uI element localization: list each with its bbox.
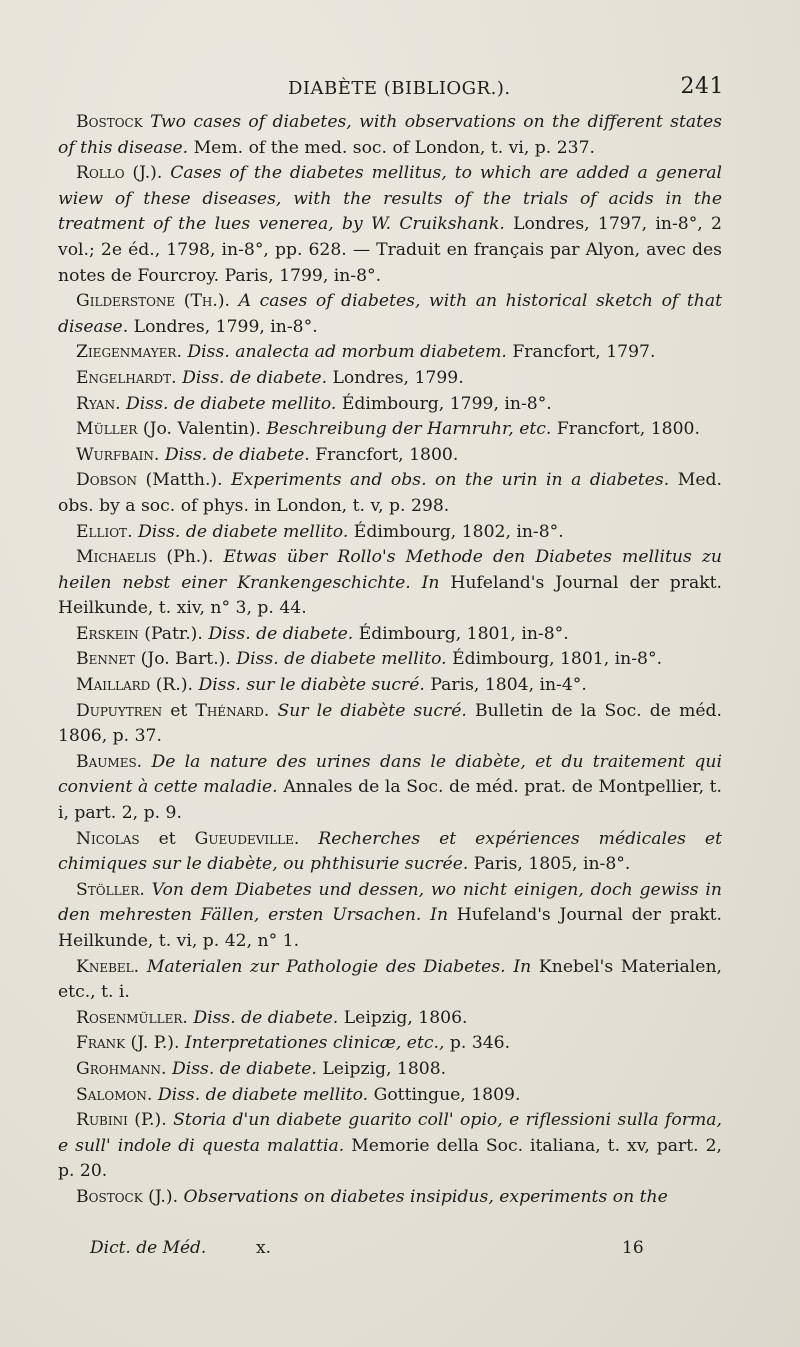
bibliography-entry	[58, 1108, 722, 1185]
sheet-number: 16	[622, 1238, 644, 1258]
entry-author: Ryan.	[76, 393, 121, 414]
entry-title: Diss. de diabete mellito.	[157, 1084, 369, 1105]
entry-author-qualifier: (Jo. Bart.).	[135, 649, 237, 670]
entry-title: Beschreibung der Harnruhr, etc.	[266, 419, 552, 440]
entry-author: Michaelis	[76, 547, 157, 568]
entry-title: Etwas über Rollo's Methode den Diabetes mellitus zu heilen nebst einer Krankengeschichte. In	[58, 547, 722, 593]
bibliography-entry	[58, 1006, 722, 1032]
bibliography-entry	[58, 392, 722, 418]
page-footer	[90, 1238, 660, 1264]
entry-title: Diss. de diabete mellito.	[138, 521, 349, 542]
entry-author: Nicolas	[76, 828, 140, 849]
entry-title: Diss. de diabete mellito.	[126, 393, 337, 414]
entry-title: Interpretationes clinicæ, etc.,	[184, 1033, 445, 1054]
bibliography-entry	[58, 468, 722, 519]
entry-title: De la nature des urines dans le diabète, et du traitement qui convient à cette maladie.	[58, 751, 722, 798]
entry-author-qualifier: (R.).	[150, 675, 199, 696]
running-head	[58, 72, 722, 108]
entry-publication: Leipzig, 1808.	[316, 1058, 447, 1079]
entry-author-qualifier: (Patr.).	[138, 623, 209, 644]
entry-title: Diss. de diabete.	[171, 1058, 317, 1079]
book-page	[58, 72, 722, 1211]
entry-title: Diss. de diabete.	[208, 623, 354, 644]
entry-title: Sur le diabète sucré.	[277, 700, 467, 721]
bibliography-entry	[58, 1083, 722, 1109]
entry-publication: Knebel's Materialen, etc., t. i.	[58, 956, 723, 1003]
page-number: 241	[680, 74, 724, 99]
entry-author: Frank	[76, 1033, 126, 1054]
entry-publication: Memorie della Soc. italiana, t. xv, part. 2, p. 20.	[58, 1135, 722, 1182]
bibliography-entry	[58, 878, 722, 955]
bibliography-list	[58, 110, 722, 1211]
bibliography-entry	[58, 622, 722, 648]
bibliography-entry	[58, 161, 722, 289]
entry-author: Elliot.	[76, 521, 133, 542]
entry-title: Storia d'un diabete guarito coll' opio, e riflessioni sulla forma, e sull' indole di questa malattia.	[58, 1110, 722, 1156]
entry-publication: Bulletin de la Soc. de méd. 1806, p. 37.	[58, 700, 723, 747]
bibliography-entry	[58, 827, 722, 878]
bibliography-entry	[58, 340, 722, 366]
entry-author-qualifier: (Ph.).	[156, 547, 224, 568]
entry-publication: Édimbourg, 1802, in-8°.	[348, 521, 564, 542]
entry-publication: Francfort, 1800.	[309, 444, 459, 465]
entry-author: Bostock	[76, 1186, 143, 1207]
entry-author-qualifier: (Matth.).	[137, 470, 232, 491]
entry-coauthor: Thénard.	[195, 700, 270, 721]
bibliography-entry	[58, 520, 722, 546]
entry-author-qualifier: (J.).	[142, 1186, 184, 1207]
entry-publication: p. 346.	[444, 1033, 511, 1054]
entry-publication: Londres, 1799, in-8°.	[128, 316, 318, 337]
bibliography-entry	[58, 750, 722, 827]
entry-author: Erskein	[76, 623, 139, 644]
entry-publication: Paris, 1805, in-8°.	[468, 854, 631, 875]
entry-author: Dupuytren	[76, 700, 163, 721]
entry-author: Müller	[76, 419, 138, 440]
bibliography-entry	[58, 673, 722, 699]
bibliography-entry	[58, 1031, 722, 1057]
entry-author: Grohmann.	[76, 1058, 167, 1079]
entry-publication: Londres, 1799.	[327, 367, 464, 388]
entry-conjunction: et	[139, 828, 195, 849]
bibliography-entry	[58, 443, 722, 469]
entry-publication: Édimbourg, 1801, in-8°.	[446, 649, 663, 670]
entry-author: Rollo (J.).	[76, 163, 163, 184]
bibliography-entry	[58, 955, 722, 1006]
bibliography-entry	[58, 289, 722, 340]
entry-author: Rubini	[76, 1110, 128, 1131]
entry-author: Gilderstone (Th.).	[76, 291, 231, 312]
entry-author: Rosenmüller.	[76, 1007, 188, 1028]
entry-publication: Gottingue, 1809.	[368, 1084, 521, 1105]
entry-title: Recherches et expériences médicales et chimiques sur le diabète, ou phthisurie sucrée.	[58, 828, 722, 875]
bibliography-entry	[58, 545, 722, 622]
entry-author-qualifier: (Jo. Valentin).	[137, 419, 267, 440]
entry-author: Dobson	[76, 470, 137, 491]
entry-title: Two cases of diabetes, with observations on the different states of this disease.	[58, 112, 722, 158]
bibliography-entry	[58, 417, 722, 443]
entry-title: Materialen zur Pathologie des Diabetes. In	[146, 956, 532, 977]
entry-publication: Hufeland's Journal der prakt. Heilkunde, t. vi, p. 42, n° 1.	[58, 905, 722, 951]
entry-publication: Paris, 1804, in-4°.	[424, 675, 587, 696]
bibliography-entry	[58, 366, 722, 392]
entry-author: Baumes.	[76, 751, 143, 772]
entry-publication: Med. obs. by a soc. of phys. in London, t. v, p. 298.	[58, 470, 722, 516]
entry-title: Von dem Diabetes und dessen, wo nicht einigen, doch gewiss in den mehresten Fällen, ersten Ursachen. In	[58, 879, 722, 926]
entry-title: Diss. de diabete.	[193, 1007, 339, 1028]
entry-author: Wurfbain.	[76, 444, 160, 465]
running-title: DIABÈTE (BIBLIOGR.).	[288, 78, 511, 99]
entry-conjunction: et	[162, 700, 196, 721]
entry-author: Bostock	[76, 112, 143, 132]
entry-author-qualifier: (P.).	[127, 1110, 174, 1131]
entry-author-qualifier: (J. P.).	[125, 1033, 185, 1054]
entry-publication: Francfort, 1800.	[551, 419, 700, 440]
entry-author: Engelhardt.	[76, 367, 177, 388]
bibliography-entry	[58, 1057, 722, 1083]
entry-author: Stöller.	[76, 879, 145, 900]
entry-author: Knebel.	[76, 956, 140, 977]
entry-author: Maillard	[76, 675, 151, 696]
entry-author: Ziegenmayer.	[76, 342, 182, 363]
entry-title: Diss. de diabete.	[182, 367, 328, 388]
entry-title: Cases of the diabetes mellitus, to which are added a general wiew of these diseases, with the results of the trials of acids in the treatment of the lues venerea, by W. Cruikshank.	[58, 163, 722, 235]
entry-publication: Francfort, 1797.	[506, 342, 656, 363]
entry-author: Bennet	[76, 649, 136, 670]
entry-publication: Édimbourg, 1799, in-8°.	[336, 393, 552, 414]
entry-publication: Édimbourg, 1801, in-8°.	[353, 623, 569, 644]
bibliography-entry	[58, 647, 722, 673]
entry-publication: Mem. of the med. soc. of London, t. vi, p. 237.	[188, 137, 596, 158]
entry-title: A cases of diabetes, with an historical sketch of that disease.	[58, 291, 722, 337]
bibliography-entry	[58, 110, 722, 161]
entry-coauthor: Gueudeville.	[194, 828, 300, 849]
entry-title: Experiments and obs. on the urin in a diabetes.	[231, 470, 670, 491]
entry-title: Diss. analecta ad morbum diabetem.	[187, 342, 507, 363]
bibliography-entry	[58, 699, 722, 750]
entry-author: Salomon.	[76, 1084, 153, 1105]
entry-publication: Annales de la Soc. de méd. prat. de Montpellier, t. i, part. 2, p. 9.	[58, 777, 722, 824]
volume-mark: x.	[256, 1238, 271, 1258]
entry-publication: Londres, 1797, in-8°, 2 vol.; 2e éd., 1798, in-8°, pp. 628. — Traduit en français par Alyon, avec des notes de Fourcroy. Paris, 1799, in-8°.	[58, 214, 722, 286]
signature-mark: Dict. de Méd.	[90, 1238, 207, 1258]
entry-title: Diss. sur le diabète sucré.	[198, 675, 425, 696]
entry-title: Observations on diabetes insipidus, experiments on the	[183, 1186, 668, 1207]
bibliography-entry	[58, 1185, 722, 1211]
entry-publication: Hufeland's Journal der prakt. Heilkunde, t. xiv, n° 3, p. 44.	[58, 572, 722, 619]
entry-title: Diss. de diabete.	[164, 444, 310, 465]
entry-publication: Leipzig, 1806.	[338, 1007, 468, 1028]
entry-title: Diss. de diabete mellito.	[236, 649, 447, 670]
